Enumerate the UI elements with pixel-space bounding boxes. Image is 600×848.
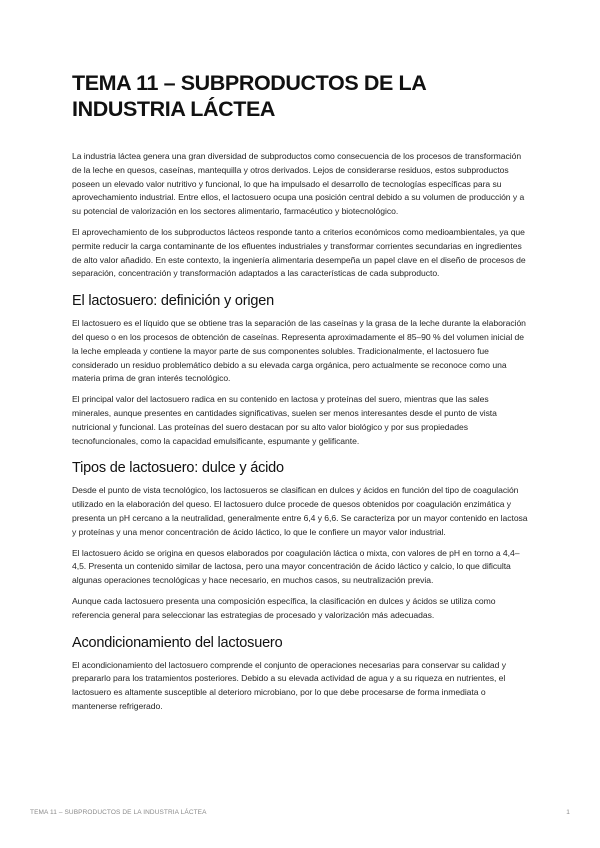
- section-heading: El lactosuero: definición y origen: [72, 293, 274, 310]
- section-paragraph: El acondicionamiento del lactosuero comprende el conjunto de operaciones necesarias para conservar su calidad y prepararlo para los tratamientos posteriores. Debido a su elevada actividad de agua y a su riqueza en nutrientes, el lactosuero es altamente susceptible al deterioro microbiano, por lo que debe procesarse de forma inmediata o mantenerse refrigerado.: [72, 659, 506, 711]
- page-number: 1: [566, 809, 570, 816]
- section-paragraph: El lactosuero es el líquido que se obtiene tras la separación de las caseínas y la grasa de la leche durante la elaboración del queso o en los procesos de obtención de caseínas. Representa aproximadamente el 85–90 % del volumen inicial de la leche empleada y contiene la mayor parte de sus componentes solubles. Tradicionalmente, el lactosuero fue considerado un residuo problemático debido a su elevada carga orgánica, pero actualmente se reconoce como una materia prima de gran interés tecnológico.: [72, 318, 526, 384]
- intro-paragraph: El aprovechamiento de los subproductos lácteos responde tanto a criterios económicos como medioambientales, ya que permite reducir la carga contaminante de los efluentes industriales y transformar corrientes secundarias en ingredientes de alto valor añadido. En este contexto, la ingeniería alimentaria desempeña un papel clave en el diseño de procesos de separación, concentración y transformación adaptados a las características de cada subproducto.: [72, 226, 526, 279]
- section-paragraph: El principal valor del lactosuero radica en su contenido en lactosa y proteínas del suero, mientras que las sales minerales, aunque presentes en cantidades significativas, suelen ser menos interesantes desde el punto de vista nutricional y funcional. Las proteínas del suero destacan por su alto valor biológico y por sus propiedades tecnofuncionales, como la capacidad emulsificante, espumante y gelificante.: [72, 394, 497, 446]
- footer-running-title: TEMA 11 – SUBPRODUCTOS DE LA INDUSTRIA LÁCTEA: [30, 809, 207, 816]
- section-paragraph: Aunque cada lactosuero presenta una composición específica, la clasificación en dulces y ácidos se utiliza como referencia general para seleccionar las estrategias de procesado y valorización más adecuadas.: [72, 595, 496, 620]
- intro-paragraph: La industria láctea genera una gran diversidad de subproductos como consecuencia de los procesos de transformación de la leche en quesos, caseínas, mantequilla y otros derivados. Lejos de considerarse residuos, estos subproductos poseen un elevado valor nutritivo y funcional, lo que ha impulsado el desarrollo de tecnologías específicas para su aprovechamiento industrial. Entre ellos, el lactosuero ocupa una posición central debido a su volumen de producción y a su potencial de valorización en los sectores alimentario, farmacéutico y biotecnológico.: [72, 151, 525, 217]
- section-heading: Acondicionamiento del lactosuero: [72, 634, 283, 651]
- document-title: TEMA 11 – SUBPRODUCTOS DE LA INDUSTRIA LÁCTEA: [72, 71, 426, 121]
- section-paragraph: El lactosuero ácido se origina en quesos elaborados por coagulación láctica o mixta, con valores de pH en torno a 4,4–4,5. Presenta un contenido similar de lactosa, pero una mayor concentración de ácido láctico y calcio, lo que dificulta algunas operaciones tecnológicas y hace necesario, en muchos casos, su neutralización previa.: [72, 547, 520, 586]
- section-paragraph: Desde el punto de vista tecnológico, los lactosueros se clasifican en dulces y ácidos en función del tipo de coagulación utilizado en la elaboración del queso. El lactosuero dulce procede de quesos obtenidos por coagulación enzimática y presenta un pH cercano a la neutralidad, generalmente entre 6,4 y 6,6. Se caracteriza por un mayor contenido en lactosa y proteínas y una menor concentración de ácido láctico, lo que le confiere un mayor valor industrial.: [72, 485, 528, 537]
- document-page: [72, 70, 528, 721]
- section-heading: Tipos de lactosuero: dulce y ácido: [72, 460, 284, 477]
